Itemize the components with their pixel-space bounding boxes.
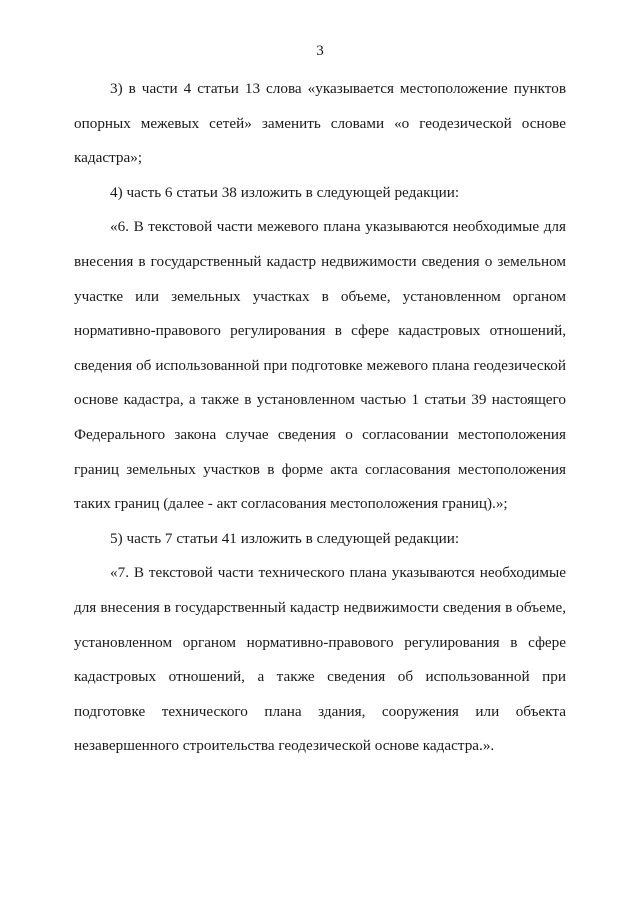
page-number: 3 xyxy=(316,43,324,59)
paragraph-amendment-5: 5) часть 7 статьи 41 изложить в следующей редакции: xyxy=(110,529,460,547)
paragraph-quote-part-6: «6. В текстовой части межевого плана указываются необходимые для внесения в государственный кадастр недвижимости сведения о земельном участке или земельных участках в объеме, установленном органом нормативно-правового регулирования в сфере кадастровых отношений, сведения об использованной при подготовке межевого плана геодезической основе кадастра, а также в установленном частью 1 статьи 39 настоящего Федерального закона случае сведения о согласовании местоположения границ земельных участков в форме акта согласования местоположения таких границ (далее - акт согласования местоположения границ).»; xyxy=(74,218,566,513)
paragraph-amendment-3: 3) в части 4 статьи 13 слова «указывается местоположение пунктов опорных межевых сетей» заменить словами «о геодезической основе кадастра»; xyxy=(74,80,566,167)
paragraph-quote-part-7: «7. В текстовой части технического плана указываются необходимые для внесения в государственный кадастр недвижимости сведения в объеме, установленном органом нормативно-правового регулирования в сфере кадастровых отношений, а также сведения об использованной при подготовке технического плана здания, сооружения или объекта незавершенного строительства геодезической основе кадастра.». xyxy=(74,564,566,755)
paragraph-amendment-4: 4) часть 6 статьи 38 изложить в следующей редакции: xyxy=(110,183,460,201)
document-body xyxy=(74,72,566,764)
